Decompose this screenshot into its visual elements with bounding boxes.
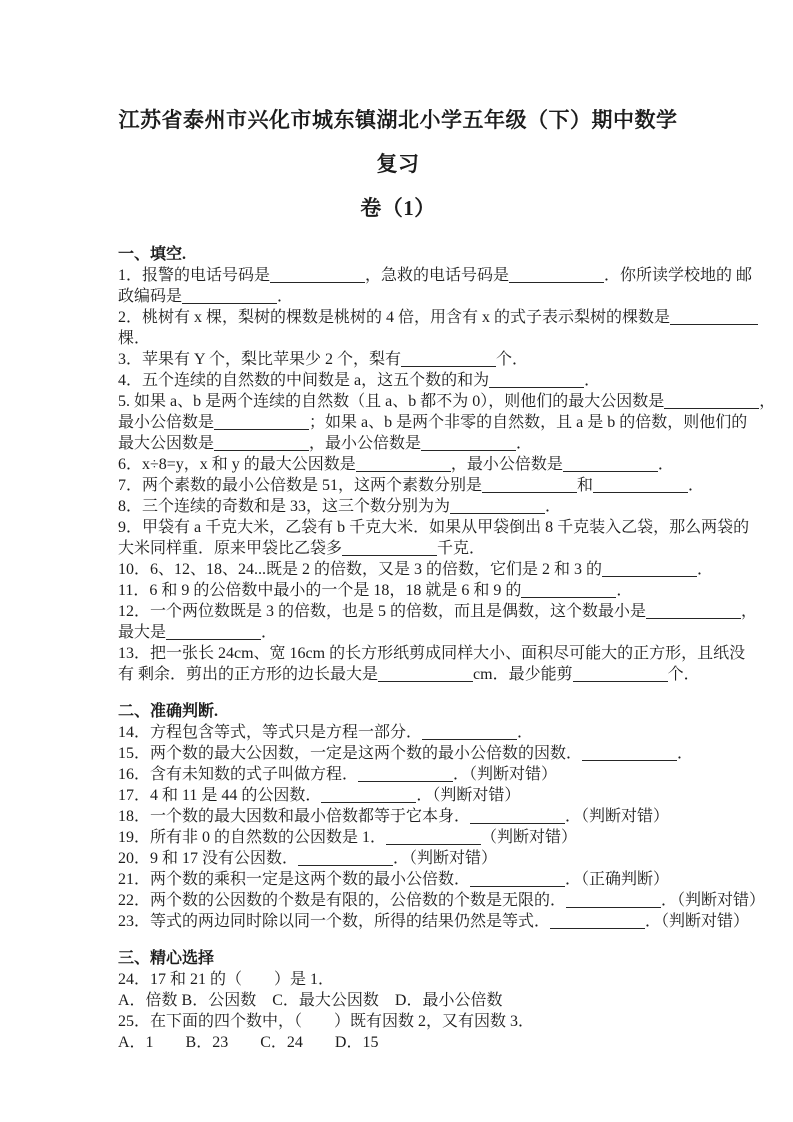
title-line-2: 卷（1） (360, 196, 436, 220)
content-column (118, 0, 776, 1053)
text-run: ．（判断对错） (565, 808, 670, 825)
text-run: 有 剩余．剪出的正方形的边长最大是 (118, 666, 379, 683)
answer-blank (602, 562, 697, 577)
question-line (118, 412, 748, 433)
question-line (118, 370, 678, 391)
question-line (118, 580, 678, 601)
text-run: 22．两个数的公因数的个数是有限的，公倍数的个数是无限的． (118, 892, 567, 909)
text-run: 16．含有未知数的式子叫做方程． (118, 766, 359, 783)
text-run: ． (516, 435, 533, 452)
text-run: 千克． (437, 540, 486, 557)
text-run: ， (759, 393, 776, 410)
text-run: 和 (577, 477, 594, 494)
text-run: A．倍数 B．公因数 C．最大公因数 D．最小公倍数 (118, 992, 503, 1009)
answer-blank (421, 436, 516, 451)
text-run: ． (657, 456, 674, 473)
text-run: 14．方程包含等式，等式只是方程一部分． (118, 724, 423, 741)
text-run: 棵． (118, 330, 151, 347)
answer-blank (566, 893, 661, 908)
question-line (118, 349, 678, 370)
question-line (118, 848, 678, 869)
text-run: 个． (495, 351, 528, 368)
text-run: ．（判断对错） (645, 913, 750, 930)
text-run: 1．报警的电话号码是 (118, 267, 271, 284)
question-line (118, 307, 678, 328)
answer-blank (386, 830, 481, 845)
text-run: 最小公倍数是 (118, 414, 215, 431)
text-run: 最大是 (118, 624, 167, 641)
document-body (118, 244, 776, 1053)
text-run: 12．一个两位数既是 3 的倍数，也是 5 的倍数，而且是偶数，这个数最小是 (118, 603, 647, 620)
text-run: ，最小公倍数是 (450, 456, 563, 473)
page-title (118, 98, 678, 230)
answer-blank (489, 373, 584, 388)
answer-blank (646, 604, 741, 619)
text-run: ． (688, 477, 705, 494)
answer-blank (509, 268, 604, 283)
question-line (118, 391, 776, 412)
answer-blank (358, 767, 453, 782)
text-run: 大米同样重．原来甲袋比乙袋多 (118, 540, 343, 557)
answer-blank (593, 478, 688, 493)
answer-blank (470, 872, 565, 887)
text-run: ． (517, 724, 534, 741)
question-line (118, 265, 753, 286)
text-run: ．（判断对错） (453, 766, 558, 783)
text-run: ．你所读学校地的 邮 (604, 267, 753, 284)
answer-blank (342, 541, 437, 556)
text-run: 2．桃树有 x 棵，梨树的棵数是桃树的 4 倍，用含有 x 的式子表示梨树的棵数是 (118, 309, 671, 326)
question-line (118, 559, 714, 580)
question-line (118, 990, 678, 1011)
text-run: 24．17 和 21 的（ ）是 1． (118, 971, 335, 988)
question-line (118, 454, 678, 475)
answer-blank (298, 851, 393, 866)
text-run: ，最小公倍数是 (309, 435, 422, 452)
text-run: 4．五个连续的自然数的中间数是 a，这五个数的和为 (118, 372, 490, 389)
question-line (118, 538, 678, 559)
question-line (118, 785, 678, 806)
answer-blank (470, 809, 565, 824)
answer-blank (482, 478, 577, 493)
text-run: ． (584, 372, 601, 389)
answer-blank (321, 788, 416, 803)
text-run: 15．两个数的最大公因数，一定是这两个数的最小公倍数的因数． (118, 745, 583, 762)
text-run: 政编码是 (118, 288, 183, 305)
question-line (118, 517, 750, 538)
text-run: 7．两个素数的最小公倍数是 51，这两个素数分别是 (118, 477, 483, 494)
answer-blank (422, 725, 517, 740)
answer-blank (356, 457, 451, 472)
question-line (118, 496, 678, 517)
section-heading-3: 三、精心选择 (118, 950, 215, 967)
text-run: 25．在下面的四个数中，（ ）既有因数 2，又有因数 3． (118, 1013, 535, 1030)
question-line (118, 869, 678, 890)
question-line (118, 601, 758, 622)
text-run: 13．把一张长 24cm、宽 16cm 的长方形纸剪成同样大小、面积尽可能大的正方形，且纸没 (118, 645, 746, 662)
text-run: （判断对错） (481, 829, 578, 846)
question-line (118, 911, 750, 932)
text-run: 个． (667, 666, 700, 683)
text-run: ．（正确判断） (565, 871, 670, 888)
text-run: 17．4 和 11 是 44 的公因数． (118, 787, 322, 804)
text-run: ．（判断对错） (416, 787, 521, 804)
question-line (118, 286, 678, 307)
text-run: 8．三个连续的奇数和是 33，这三个数分别为为 (118, 498, 451, 515)
question-line (118, 743, 694, 764)
text-run: ． (277, 288, 294, 305)
answer-blank (166, 625, 261, 640)
text-run: ．（判断对错） (661, 892, 766, 909)
question-line (118, 643, 746, 664)
text-run: ． (616, 582, 633, 599)
text-run: A．1 B．23 C．24 D．15 (118, 1034, 379, 1051)
text-run: ． (677, 745, 694, 762)
question-line (118, 433, 678, 454)
question-line (118, 764, 678, 785)
text-run: ， (741, 603, 758, 620)
text-run: ． (697, 561, 714, 578)
text-run: ；如果 a、b 是两个非零的自然数，且 a 是 b 的倍数，则他们的 (309, 414, 748, 431)
text-run: cm．最少能剪 (473, 666, 573, 683)
question-line (118, 827, 678, 848)
text-run: ． (545, 498, 562, 515)
answer-blank (563, 457, 658, 472)
answer-blank (214, 436, 309, 451)
text-run: 9．甲袋有 a 千克大米，乙袋有 b 千克大米．如果从甲袋倒出 8 千克装入乙袋，那么两袋的 (118, 519, 750, 536)
question-line (118, 1011, 678, 1032)
answer-blank (270, 268, 365, 283)
text-run: 20．9 和 17 没有公因数． (118, 850, 299, 867)
answer-blank (664, 394, 759, 409)
text-run: 23．等式的两边同时除以同一个数，所得的结果仍然是等式． (118, 913, 551, 930)
question-line (118, 890, 766, 911)
section-heading-1: 一、填空. (118, 246, 187, 263)
text-run: 21．两个数的乘积一定是这两个数的最小公倍数． (118, 871, 471, 888)
text-run: 19．所有非 0 的自然数的公因数是 1． (118, 829, 387, 846)
question-line (118, 475, 705, 496)
text-run: 11．6 和 9 的公倍数中最小的一个是 18，18 就是 6 和 9 的 (118, 582, 522, 599)
text-run: 18．一个数的最大因数和最小倍数都等于它本身． (118, 808, 471, 825)
text-run: 5. 如果 a、b 是两个连续的自然数（且 a、b 都不为 0），则他们的最大公因数是 (118, 393, 665, 410)
answer-blank (582, 746, 677, 761)
text-run: ．（判断对错） (393, 850, 498, 867)
question-line (118, 328, 678, 349)
text-run: 6．x÷8=y，x 和 y 的最大公因数是 (118, 456, 356, 473)
answer-blank (401, 352, 496, 367)
answer-blank (182, 289, 277, 304)
question-line (118, 969, 678, 990)
answer-blank (214, 415, 309, 430)
question-line (118, 722, 678, 743)
answer-blank (670, 310, 758, 325)
question-line (118, 622, 678, 643)
question-line (118, 806, 678, 827)
title-line-1: 江苏省泰州市兴化市城东镇湖北小学五年级（下）期中数学复习 (118, 108, 678, 176)
answer-blank (450, 499, 545, 514)
text-run: ，急救的电话号码是 (365, 267, 510, 284)
section-heading-2: 二、准确判断. (118, 703, 219, 720)
text-run: ． (261, 624, 278, 641)
answer-blank (378, 667, 473, 682)
answer-blank (573, 667, 668, 682)
text-run: 3．苹果有 Y 个，梨比苹果少 2 个，梨有 (118, 351, 401, 368)
text-run: 最大公因数是 (118, 435, 215, 452)
answer-blank (550, 914, 645, 929)
question-line (118, 1032, 678, 1053)
answer-blank (521, 583, 616, 598)
text-run: 10．6、12、18、24...既是 2 的倍数，又是 3 的倍数，它们是 2 和 3 的 (118, 561, 603, 578)
question-line (118, 664, 700, 685)
